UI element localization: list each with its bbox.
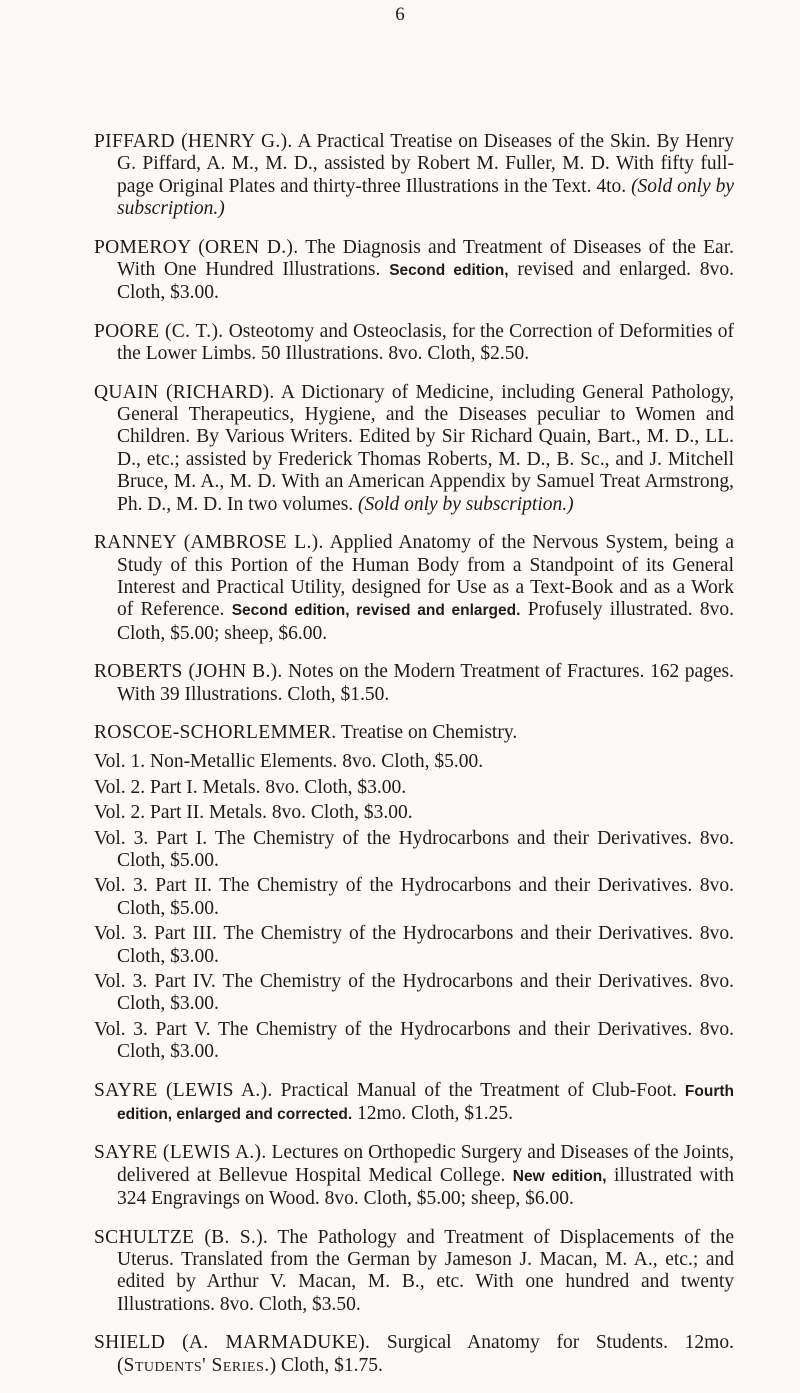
entry-author: QUAIN (RICHARD). <box>94 381 275 403</box>
entry-description-cont: Profusely illustrated. 8vo. Cloth, $5.00; sheep, $6.00. <box>117 599 734 644</box>
volume-item: Vol. 3. Part V. The Chemistry of the Hydrocarbons and their Derivatives. 8vo. Cloth, $3.00. <box>94 1018 734 1063</box>
entry-series: Students' Series. <box>123 1354 270 1376</box>
volume-item: Vol. 2. Part I. Metals. 8vo. Cloth, $3.00. <box>94 776 407 798</box>
catalog-entry-piffard <box>94 131 734 221</box>
volume-item: Vol. 3. Part III. The Chemistry of the Hydrocarbons and their Derivatives. 8vo. Cloth, $3.00. <box>94 923 734 967</box>
catalog-entry-sayre-lectures <box>94 1142 734 1210</box>
entry-author: PIFFARD (HENRY G.). <box>94 131 293 152</box>
volume-list <box>94 751 734 1063</box>
catalog-entry-shield <box>94 1332 734 1377</box>
page-number: 6 <box>395 4 405 25</box>
entry-edition: Second edition, <box>389 262 509 280</box>
entry-description-cont: 12mo. Cloth, $1.25. <box>352 1103 514 1125</box>
catalog-entry-schultze <box>94 1227 734 1317</box>
entry-edition: Second edition, revised and enlarged. <box>231 602 521 620</box>
entry-edition: New edition, <box>512 1167 607 1185</box>
entry-description: Notes on the Modern Treatment of Fractures. 162 pages. With 39 Illustrations. Cloth, $1.50. <box>117 661 734 705</box>
catalog-entry-sayre-clubfoot <box>94 1080 734 1127</box>
catalog-entry-pomeroy <box>94 237 734 305</box>
entry-author: ROBERTS (JOHN B.). <box>94 661 283 683</box>
entry-description: Osteotomy and Osteoclasis, for the Correction of Deformities of the Lower Limbs. 50 Illustrations. 8vo. Cloth, $2.50. <box>117 320 734 365</box>
volume-item: Vol. 1. Non-Metallic Elements. 8vo. Cloth, $5.00. <box>94 751 484 773</box>
entry-edition: Fourth edition, enlarged and corrected. <box>117 1082 734 1124</box>
entry-author: ROSCOE-SCHORLEMMER. <box>94 721 337 743</box>
catalog-entries <box>94 131 734 1393</box>
entry-description-cont: illustrated with 324 Engravings on Wood. 8vo. Cloth, $5.00; sheep, $6.00. <box>117 1164 734 1210</box>
volume-item: Vol. 3. Part I. The Chemistry of the Hydrocarbons and their Derivatives. 8vo. Cloth, $5.00. <box>94 827 734 871</box>
entry-author: RANNEY (AMBROSE L.). <box>94 532 324 554</box>
entry-description: The Diagnosis and Treatment of Diseases of the Ear. With One Hundred Illustrations. <box>117 236 734 281</box>
entry-description-cont: revised and enlarged. 8vo. Cloth, $3.00. <box>117 259 734 304</box>
entry-description-cont: ) Cloth, $1.75. <box>269 1354 383 1376</box>
catalog-entry-quain <box>94 382 734 516</box>
entry-author: SAYRE (LEWIS A.). <box>94 1079 273 1101</box>
entry-description: Practical Manual of the Treatment of Club-Foot. <box>272 1079 685 1101</box>
volume-item: Vol. 3. Part IV. The Chemistry of the Hydrocarbons and their Derivatives. 8vo. Cloth, $3.00. <box>94 971 734 1015</box>
entry-note: (Sold only by subscription.) <box>117 175 734 220</box>
entry-author: POORE (C. T.). <box>94 320 224 342</box>
entry-note: (Sold only by subscription.) <box>358 493 574 515</box>
entry-author: SHIELD (A. MARMADUKE). <box>94 1332 371 1354</box>
entry-description: Surgical Anatomy for Students. 12mo. ( <box>117 1332 734 1376</box>
entry-description: The Pathology and Treatment of Displacements of the Uterus. Translated from the German by Jameson J. Macan, M. A., etc.; and edited by Arthur V. Macan, M. B., etc. With one hundred and twenty Illustrations. 8vo. Cloth, $3.50. <box>117 1226 735 1315</box>
entry-author: POMEROY (OREN D.). <box>94 236 299 258</box>
entry-description: Applied Anatomy of the Nervous System, being a Study of this Portion of the Human Body from a Standpoint of its General Interest and Practical Utility, designed for Use as a Text-Book and as a Work of Reference. <box>117 532 734 621</box>
catalog-entry-roberts <box>94 661 734 706</box>
volume-item: Vol. 3. Part II. The Chemistry of the Hydrocarbons and their Derivatives. 8vo. Cloth, $5.00. <box>94 875 734 919</box>
volume-item: Vol. 2. Part II. Metals. 8vo. Cloth, $3.00. <box>94 802 413 824</box>
entry-description: A Practical Treatise on Diseases of the Skin. By Henry G. Piffard, A. M., M. D., assisted by Robert M. Fuller, M. D. With fifty full-page Original Plates and thirty-three Illustrations in the Text. 4to. <box>117 131 734 197</box>
catalog-entry-ranney <box>94 532 734 645</box>
entry-description: Treatise on Chemistry. <box>336 721 518 743</box>
entry-author: SAYRE (LEWIS A.). <box>94 1142 267 1164</box>
catalog-entry-roscoe <box>94 722 734 744</box>
entry-description: A Dictionary of Medicine, including General Pathology, General Therapeutics, Hygiene, and the Diseases peculiar to Women and Children. By Various Writers. Edited by Sir Richard Quain, Bart., M. D., LL. D., etc.; assisted by Frederick Thomas Roberts, M. D., B. Sc., and J. Mitchell Bruce, M. A., M. D. With an American Appendix by Samuel Treat Armstrong, Ph. D., M. D. In two volumes. <box>117 381 734 515</box>
entry-description: Lectures on Orthopedic Surgery and Diseases of the Joints, delivered at Bellevue Hospital Medical College. <box>117 1142 734 1186</box>
catalog-entry-poore <box>94 321 734 366</box>
entry-author: SCHULTZE (B. S.). <box>94 1226 269 1248</box>
